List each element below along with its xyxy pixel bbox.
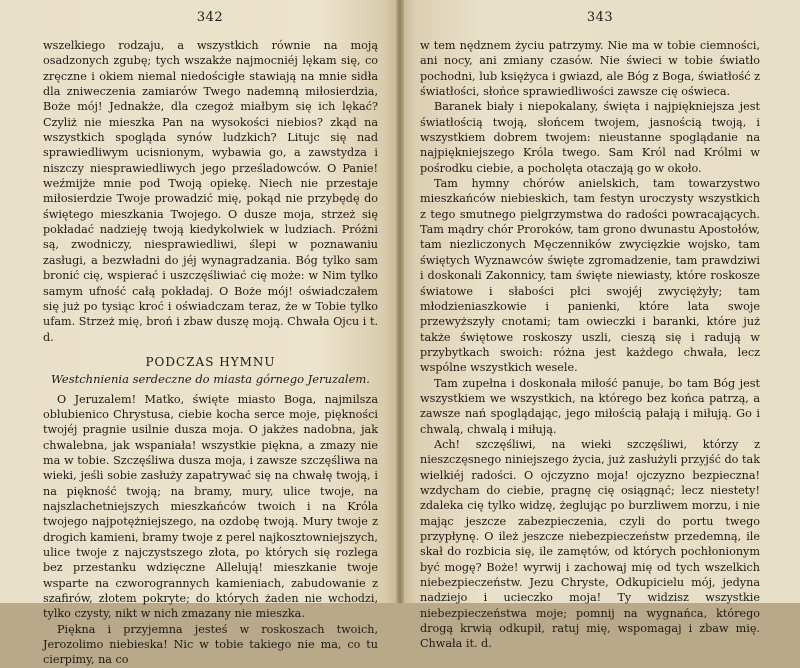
right-paragraph: Tam hymny chórów anielskich, tam towarzystwo mieszkańców niebieskich, tam festyn uroczysty wszystkich z tego smutnego pielgrzymstwa do radości powracających. Tam mądry chór Proroków, tam grono dwunastu Apostołów, tam niezliczonych Męczenników zwycięzkie wojsko, tam świętych Wyznawców święte zgromadzenie, tam prawdziwi i doskonali Zakonnicy, tam święte niewiasty, które roskosze światowe i słabości płci swojéj zwyciężyły; tam młodzieniaszkowie i panienki, które lata swoje przewyższyły cnotami; tam owieczki i baranki, które już także świętowe roskoszy uszli, cieszą się i radują w przybytkach swoich: różna jest każdego chwała, lecz wspólne wszystkich wesele. <box>420 177 760 375</box>
right-paragraph: w tem nędznem życiu patrzymy. Nie ma w tobie ciemności, ani nocy, ani zmiany czasów. Nie świeci w tobie światło pochodni, lub księżyca i gwiazd, ale Bóg z Boga, światłość z światłości, słońce sprawiedliwości zawsze cię oświeca. <box>420 39 760 99</box>
left-paragraph: wszelkiego rodzaju, a wszystkich równie na moją osadzonych zgubę; tych wszakże najmocniéj lękam się, co zręczne i okiem niemal niedościgłe stawiają na mnie sidła dla zniweczenia zamiarów Twego nademną miłosierdzia, Boże mój! Jednakże, dla czegoż miałbym się ich lękać? Czyliż nie mieszka Pan na wysokości niebios? zkąd na wszystkich spogląda synów ludzkich? Litujc się nad sprawiedliwym ucisnionym, wybawia go, a zawstydza i niszczy niesprawiedliwych jego prześladowców. O Panie! weźmijże mnie pod Twoją opiekę. Niech nie przestaje miłosierdzie Twoje prowadzić mię, pokąd nie przybędę do świętego mieszkania Twojego. O dusze moja, strzeż się pokładać nadzieję twoją kiedykolwiek w ludziach. Próżni są, zwodniczy, niesprawiedliwi, ślepi w poznawaniu zasługi, a bezwładni do jéj wynagradzania. Bóg tylko sam bronić cię, wspierać i uszczęśliwiać cię może: w Nim tylko samym ufność całą pokładaj. O Boże mój! oświadczałem się już po tysiąc kroć i oświadczam teraz, że w Tobie tylko ufam. Strzeż mię, broń i zbaw duszę moją. Chwała Ojcu i t. d. <box>43 39 378 344</box>
page-number-right: 343 <box>586 10 614 25</box>
hymn-paragraph: Piękna i przyjemna jesteś w roskoszach twoich, Jerozolimo niebieska! Nic w tobie takiego nie ma, co tu cierpimy, na co <box>43 622 378 667</box>
right-page <box>400 0 800 651</box>
book-gutter <box>396 0 404 603</box>
page-number-left: 342 <box>196 10 224 25</box>
right-paragraph: Ach! szczęśliwi, na wieki szczęśliwi, którzy z nieszczęsnego niniejszego życia, już zasłużyli przyjść do tak wielkiéj radości. O ojczyzno moja! ojczyzno bezpieczna! wzdycham do ciebie, pragnę cię osiągnąć; lecz niestety! zdaleka cię tylko widzę, żeglując po burzliwem morzu, i nie mając jeszcze zabezpieczenia, czyli do portu twego przypłynę. O ileż jeszcze niebezpieczeństw przedemną, ile skał do rozbicia się, ile zamętów, od których pochłonionym być mogę? Boże! wyrwij i zachowaj mię od tych wszelkich niebezpieczeństw. Jezu Chryste, Odkupicielu mój, jedyna nadziejo i ucieczko moja! Ty widzisz wszystkie niebezpieczeństwa moje; pomnij na wygnańca, którego drogą krwią odkupił, ratuj mię, wspomagaj i zbaw mię. Chwała it. d. <box>420 437 760 651</box>
hymn-subtitle: Westchnienia serdeczne do miasta górnego Jeruzalem. <box>51 372 370 387</box>
right-paragraph: Tam zupełna i doskonała miłość panuje, bo tam Bóg jest wszystkiem we wszystkich, na którego bez końca patrzą, a zawsze nań spoglądając, jego miłością pałają i miłują. Go i chwalą, chwalą i miłują. <box>420 376 760 436</box>
hymn-paragraph: O Jeruzalem! Matko, święte miasto Boga, najmilsza oblubienico Chrystusa, ciebie kocha serce moje, piękności twojéj pragnie usilnie dusza moja. O jakżes nadobna, jak chwalebna, jak wspaniała! wszystkie piękna, a zmazy nie ma w tobie. Szczęśliwa dusza moja, i zawsze szczęśliwa na wieki, jeśli sobie zasłuży zapatrywać się na chwałę twoją, i na piękność twoją; na bramy, mury, ulice twoje, na najszlachetniejszych mieszkańców twoich i na Króla twojego najpotężniejszego, na ozdobę twoją. Mury twoje z drogich kamieni, bramy twoje z perel najkosztowniejszych, ulice twoje z najczystszego złota, po których się rozlega bez przestanku wdzięczne Allelują! mieszkanie twoje wsparte na czworogrannych kamieniach, zabudowanie z szafirów, złotem pokryte; do których żaden nie wchodzi, tylko czysty, nikt w nich zmazany nie mieszka. <box>43 392 378 621</box>
right-paragraph: Baranek biały i niepokalany, święta i najpiękniejsza jest światłością twoją, słońcem twojem, jasnością twoją, i wszystkiem dobrem twojem: nieustanne spoglądanie na najpiękniejszego Króla twego. Sam Król nad Królmi w pośrodku ciebie, a pocholęta otaczają go w około. <box>420 100 760 175</box>
left-page-text <box>43 38 378 668</box>
hymn-heading: PODCZAS HYMNU <box>145 354 276 369</box>
left-page <box>0 0 400 667</box>
right-page-text <box>420 38 760 652</box>
